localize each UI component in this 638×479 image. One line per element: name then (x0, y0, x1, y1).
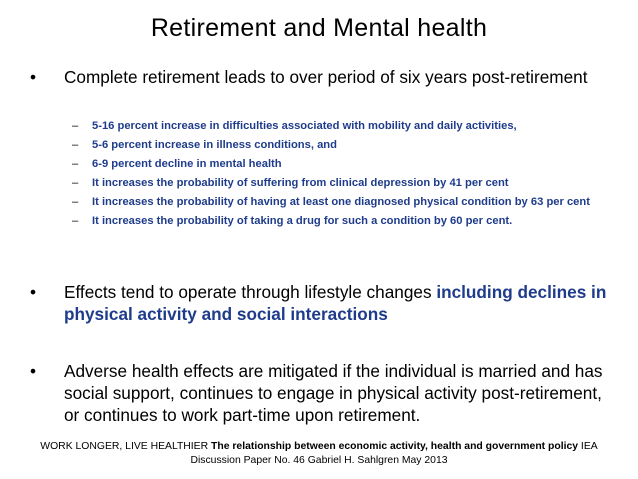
bullet-2-text (64, 281, 610, 325)
sub-bullet (72, 155, 597, 174)
dash-glyph: – (72, 196, 79, 208)
sub-bullet-text: 5-16 percent increase in difficulties associated with mobility and daily activities, (92, 120, 517, 132)
citation-prefix: WORK LONGER, LIVE HEALTHIER (40, 441, 212, 452)
bullet-2-plain: Effects tend to operate through lifestyle changes (64, 282, 437, 302)
sub-bullet-text: 5-6 percent increase in illness conditions, and (92, 139, 337, 151)
sub-bullet (72, 193, 597, 212)
sub-bullet-text: It increases the probability of taking a drug for such a condition by 60 per cent. (92, 215, 513, 227)
sub-bullet-text: 6-9 percent decline in mental health (92, 158, 282, 170)
dash-glyph: – (72, 215, 79, 227)
bullet-dot: • (30, 361, 37, 381)
sub-bullet-text: It increases the probability of suffering from clinical depression by 41 per cent (92, 177, 509, 189)
sub-bullet (72, 174, 597, 193)
bullet-2-highlight: including declines in physical activity and social interactions (64, 282, 607, 324)
sub-bullet (72, 136, 597, 155)
bullet-3-text: Adverse health effects are mitigated if the individual is married and has social support, continues to engage in physical activity post-retirement, or continues to work part-time upon retirement. (64, 361, 603, 425)
bullet-dot: • (30, 67, 37, 87)
dash-glyph: – (72, 158, 79, 170)
sub-bullet-text: It increases the probability of having at least one diagnosed physical condition by 63 per cent (92, 196, 590, 208)
dash-glyph: – (72, 120, 79, 132)
bullet-2 (30, 281, 610, 325)
slide-title: Retirement and Mental health (150, 14, 488, 42)
dash-glyph: – (72, 177, 79, 189)
dash-glyph: – (72, 139, 79, 151)
citation (40, 440, 598, 468)
sub-bullet-list (72, 117, 597, 231)
bullet-1 (30, 66, 610, 88)
sub-bullet (72, 212, 597, 231)
citation-title: The relationship between economic activity, health and government policy (211, 441, 579, 452)
citation-suffix: IEA Discussion Paper No. 46 Gabriel H. Sahlgren May 2013 (190, 441, 598, 466)
bullet-3 (30, 360, 610, 426)
bullet-1-text: Complete retirement leads to over period of six years post-retirement (64, 67, 588, 87)
bullet-dot: • (30, 282, 37, 302)
sub-bullet (72, 117, 597, 136)
